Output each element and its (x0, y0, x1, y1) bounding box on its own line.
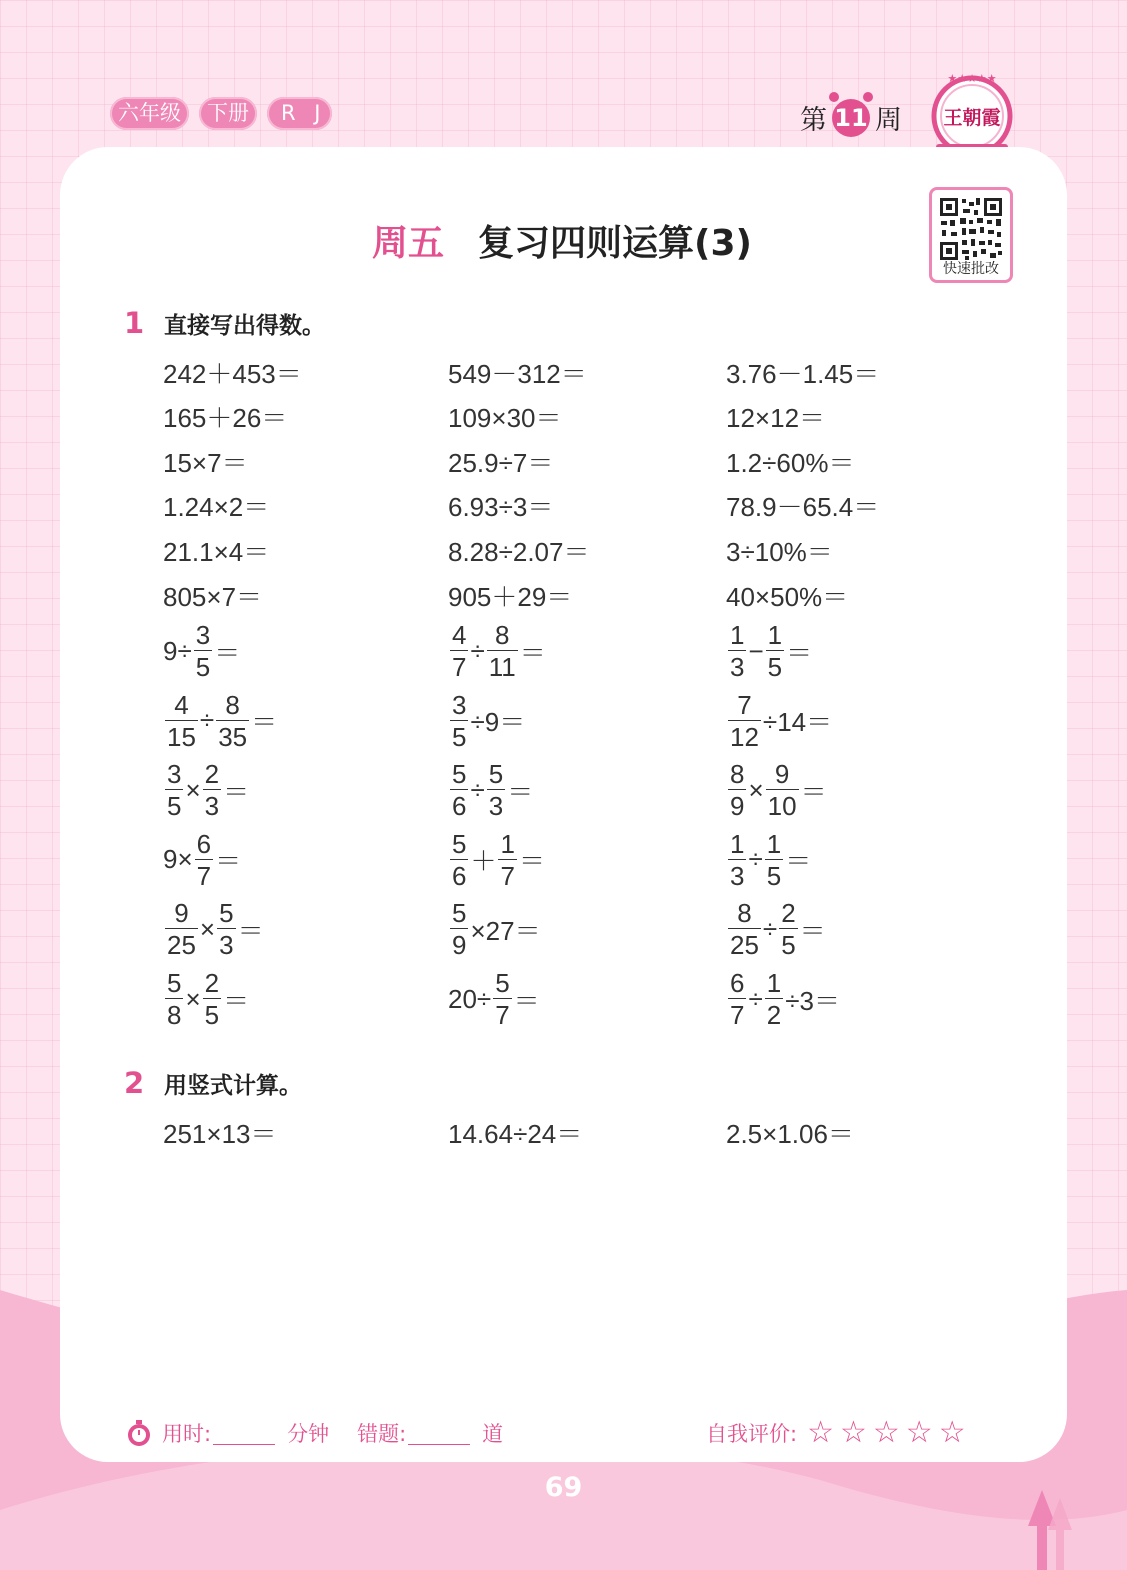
fraction (765, 828, 783, 891)
denominator: 12 (730, 721, 759, 752)
denominator: 7 (495, 1000, 510, 1030)
errors-unit: 道 (482, 1422, 504, 1446)
denominator: 8 (167, 1000, 182, 1030)
section-1-title: 直接写出得数。 (164, 312, 325, 339)
vertical-exercise-item: 251×13＝ (163, 1118, 277, 1149)
exercise-item: 25.9÷7＝ (448, 447, 554, 478)
numerator: 2 (204, 759, 220, 790)
fraction (728, 689, 761, 752)
numerator: 5 (452, 898, 467, 929)
exercise-item: 21.1×4＝ (163, 536, 270, 567)
exercise-item: 6.93÷3＝ (448, 492, 554, 523)
expression-suffix: ＝ (223, 776, 250, 807)
fraction (203, 759, 221, 822)
fraction (765, 970, 783, 1028)
numerator: 8 (225, 689, 240, 720)
fraction-exercise-item (448, 894, 541, 964)
qr-code-box[interactable] (929, 187, 1013, 283)
numerator: 2 (781, 898, 796, 929)
page-number: 69 (544, 1472, 583, 1503)
expression-suffix: ＝ (799, 915, 826, 946)
expression-suffix: ＝ (786, 637, 813, 668)
numerator: 1 (500, 828, 515, 859)
denominator: 5 (195, 652, 211, 682)
denominator: 3 (219, 930, 234, 961)
expression-suffix: ＝ (785, 846, 812, 877)
numerator: 3 (195, 620, 211, 650)
expression-suffix: ＝ (518, 846, 545, 877)
rating-star-icon[interactable]: ☆ (839, 1415, 867, 1450)
week-indicator (800, 98, 902, 137)
numerator: 1 (730, 828, 745, 859)
fraction (728, 828, 746, 891)
self-rating (706, 1415, 966, 1450)
numerator: 9 (774, 759, 790, 790)
numerator: 8 (730, 759, 745, 790)
fraction-exercise-item (726, 686, 832, 756)
denominator: 7 (196, 860, 212, 891)
fraction (766, 622, 784, 680)
exercise-item: 905＋29＝ (448, 581, 573, 612)
numerator: 1 (730, 620, 745, 650)
stopwatch-icon (124, 1418, 154, 1448)
fraction-exercise-item (163, 686, 277, 756)
expression-suffix: ＝ (519, 637, 546, 668)
arrow-decoration-icon (1028, 1490, 1076, 1570)
exercise-item: 549－312＝ (448, 358, 587, 389)
numerator: 2 (204, 968, 220, 998)
denominator: 7 (452, 652, 467, 682)
fraction (165, 970, 183, 1028)
fraction (195, 828, 213, 891)
footer-time-errors (124, 1418, 503, 1448)
numerator: 9 (174, 898, 189, 929)
exercise-item: 1.24×2＝ (163, 492, 270, 523)
denominator: 3 (204, 791, 220, 822)
fraction (203, 970, 221, 1028)
expression-suffix: ＝ (223, 985, 250, 1016)
logo-text: 王朝霞 (943, 107, 1001, 129)
fraction (165, 898, 198, 961)
operator: − (748, 635, 764, 666)
fraction (217, 898, 235, 961)
grade-tags (110, 97, 332, 130)
fraction (216, 689, 249, 752)
fraction-exercise-item (448, 964, 540, 1034)
numerator: 8 (737, 898, 752, 929)
denominator: 25 (167, 930, 196, 961)
time-blank[interactable] (213, 1422, 275, 1445)
fraction-exercise-item (163, 825, 241, 895)
fraction-exercise-item (163, 755, 249, 825)
operator: × (199, 913, 216, 944)
fraction (728, 898, 761, 961)
exercise-item: 242＋453＝ (163, 358, 302, 389)
operator: × (185, 983, 201, 1014)
numerator: 3 (452, 689, 467, 720)
denominator: 6 (452, 860, 467, 891)
denominator: 5 (781, 930, 796, 961)
vertical-exercise-item: 2.5×1.06＝ (726, 1118, 854, 1149)
exercise-item: 1.2÷60%＝ (726, 447, 855, 478)
denominator: 7 (500, 860, 515, 891)
week-suffix: 周 (875, 105, 902, 136)
week-number: 11 (832, 99, 870, 137)
operator: ÷ (470, 635, 485, 666)
rating-star-icon[interactable]: ☆ (807, 1415, 834, 1450)
fraction (165, 759, 183, 822)
denominator: 35 (218, 721, 248, 752)
errors-blank[interactable] (408, 1422, 470, 1445)
expression-prefix: 9× (163, 844, 193, 875)
numerator: 1 (766, 828, 782, 859)
numerator: 5 (219, 898, 234, 929)
expression-prefix: 20÷ (448, 983, 492, 1014)
denominator: 15 (167, 721, 196, 752)
fraction-exercise-item (448, 755, 533, 825)
section-1-number: 1 (124, 306, 145, 340)
grade-tag: 六年级 (110, 97, 189, 130)
fraction (165, 689, 198, 752)
rating-star-icon[interactable]: ☆ (938, 1415, 966, 1450)
rating-star-icon[interactable]: ☆ (872, 1415, 900, 1450)
denominator: 9 (452, 930, 467, 961)
numerator: 5 (167, 968, 182, 998)
numerator: 4 (174, 689, 189, 720)
exercise-item: 3÷10%＝ (726, 536, 833, 567)
operator: ÷ (762, 913, 778, 944)
expression-suffix: ÷14＝ (762, 707, 833, 738)
numerator: 5 (452, 759, 467, 790)
exercise-item: 109×30＝ (448, 403, 562, 434)
operator: ÷ (470, 774, 485, 805)
operator: ÷ (748, 844, 763, 875)
fraction (487, 622, 518, 680)
fraction-exercise-item (448, 686, 525, 756)
denominator: 5 (204, 1000, 220, 1030)
fraction-exercise-item (726, 825, 811, 895)
rating-star-icon[interactable]: ☆ (905, 1415, 933, 1450)
qr-code-icon[interactable] (938, 196, 1004, 262)
numerator: 3 (167, 759, 182, 790)
denominator: 9 (730, 791, 745, 822)
exercise-item: 15×7＝ (163, 447, 248, 478)
fraction-exercise-item (448, 825, 545, 895)
expression-prefix: 9÷ (163, 635, 192, 666)
fraction (498, 828, 516, 891)
denominator: 11 (488, 652, 516, 682)
fraction-exercise-item (163, 616, 240, 686)
fraction (766, 759, 799, 822)
numerator: 5 (488, 759, 504, 790)
denominator: 3 (730, 860, 745, 891)
fraction (450, 622, 468, 680)
denominator: 3 (730, 652, 745, 682)
exercise-item: 805×7＝ (163, 581, 263, 612)
section-1-header (124, 306, 325, 340)
fraction-exercise-item (726, 616, 812, 686)
denominator: 7 (730, 1000, 745, 1030)
edition-tag: R J (267, 97, 332, 130)
expression-suffix: ＝ (237, 915, 264, 946)
rating-stars (807, 1415, 966, 1450)
title-day: 周五 (372, 223, 445, 264)
numerator: 7 (737, 689, 752, 720)
fraction (450, 828, 468, 891)
expression-suffix: ＝ (251, 707, 278, 738)
svg-text:★★★★★: ★★★★★ (947, 72, 997, 85)
numerator: 5 (495, 968, 510, 998)
fraction-exercise-item (163, 964, 249, 1034)
fraction (728, 970, 746, 1028)
expression-suffix: ÷9＝ (470, 707, 526, 738)
qr-caption: 快速批改 (943, 261, 999, 277)
expression-suffix: ＝ (800, 776, 827, 807)
time-label: 用时: (162, 1422, 212, 1446)
fraction-exercise-item (726, 894, 826, 964)
vertical-exercise-item: 14.64÷24＝ (448, 1118, 583, 1149)
rating-label: 自我评价: (706, 1422, 798, 1446)
week-prefix: 第 (800, 105, 827, 136)
operator: × (185, 774, 201, 805)
fraction (728, 759, 746, 822)
fraction (450, 759, 468, 822)
fraction (779, 898, 797, 961)
fraction (493, 970, 511, 1028)
denominator: 10 (767, 791, 797, 822)
denominator: 3 (488, 791, 504, 822)
errors-label: 错题: (357, 1422, 407, 1446)
fraction (450, 689, 468, 752)
fraction-exercise-item (726, 964, 840, 1034)
time-unit: 分钟 (287, 1422, 330, 1446)
denominator: 6 (452, 791, 467, 822)
numerator: 8 (495, 620, 510, 650)
denominator: 5 (452, 721, 467, 752)
expression-suffix: ×27＝ (470, 915, 541, 946)
fraction-exercise-item (448, 616, 546, 686)
numerator: 1 (766, 968, 782, 998)
exercise-item: 8.28÷2.07＝ (448, 536, 590, 567)
fraction (450, 898, 468, 961)
numerator: 1 (767, 620, 783, 650)
operator: ＋ (470, 846, 497, 877)
section-2-title: 用竖式计算。 (164, 1072, 302, 1099)
operator: ÷ (199, 705, 215, 736)
denominator: 5 (766, 860, 782, 891)
denominator: 2 (766, 1000, 782, 1030)
operator: ÷ (748, 983, 763, 1014)
numerator: 6 (730, 968, 745, 998)
fraction (194, 622, 212, 680)
fraction-exercise-item (726, 755, 827, 825)
operator: × (748, 774, 764, 805)
numerator: 6 (196, 828, 212, 859)
exercise-item: 3.76－1.45＝ (726, 358, 880, 389)
numerator: 4 (452, 620, 467, 650)
section-2-header (124, 1066, 302, 1100)
expression-suffix: ＝ (507, 776, 534, 807)
expression-suffix: ＝ (214, 637, 241, 668)
exercise-item: 12×12＝ (726, 403, 826, 434)
exercise-item: 165＋26＝ (163, 403, 288, 434)
section-2-number: 2 (124, 1066, 145, 1100)
denominator: 5 (767, 652, 783, 682)
denominator: 5 (167, 791, 182, 822)
expression-suffix: ＝ (513, 985, 540, 1016)
numerator: 5 (452, 828, 467, 859)
denominator: 25 (730, 930, 759, 961)
page-title (372, 215, 752, 266)
expression-suffix: ＝ (215, 846, 242, 877)
fraction-exercise-item (163, 894, 264, 964)
expression-suffix: ÷3＝ (785, 985, 840, 1016)
fraction (487, 759, 505, 822)
exercise-item: 40×50%＝ (726, 581, 849, 612)
title-text: 复习四则运算(3) (478, 223, 752, 264)
exercise-item: 78.9－65.4＝ (726, 492, 880, 523)
volume-tag: 下册 (199, 97, 257, 130)
fraction (728, 622, 746, 680)
